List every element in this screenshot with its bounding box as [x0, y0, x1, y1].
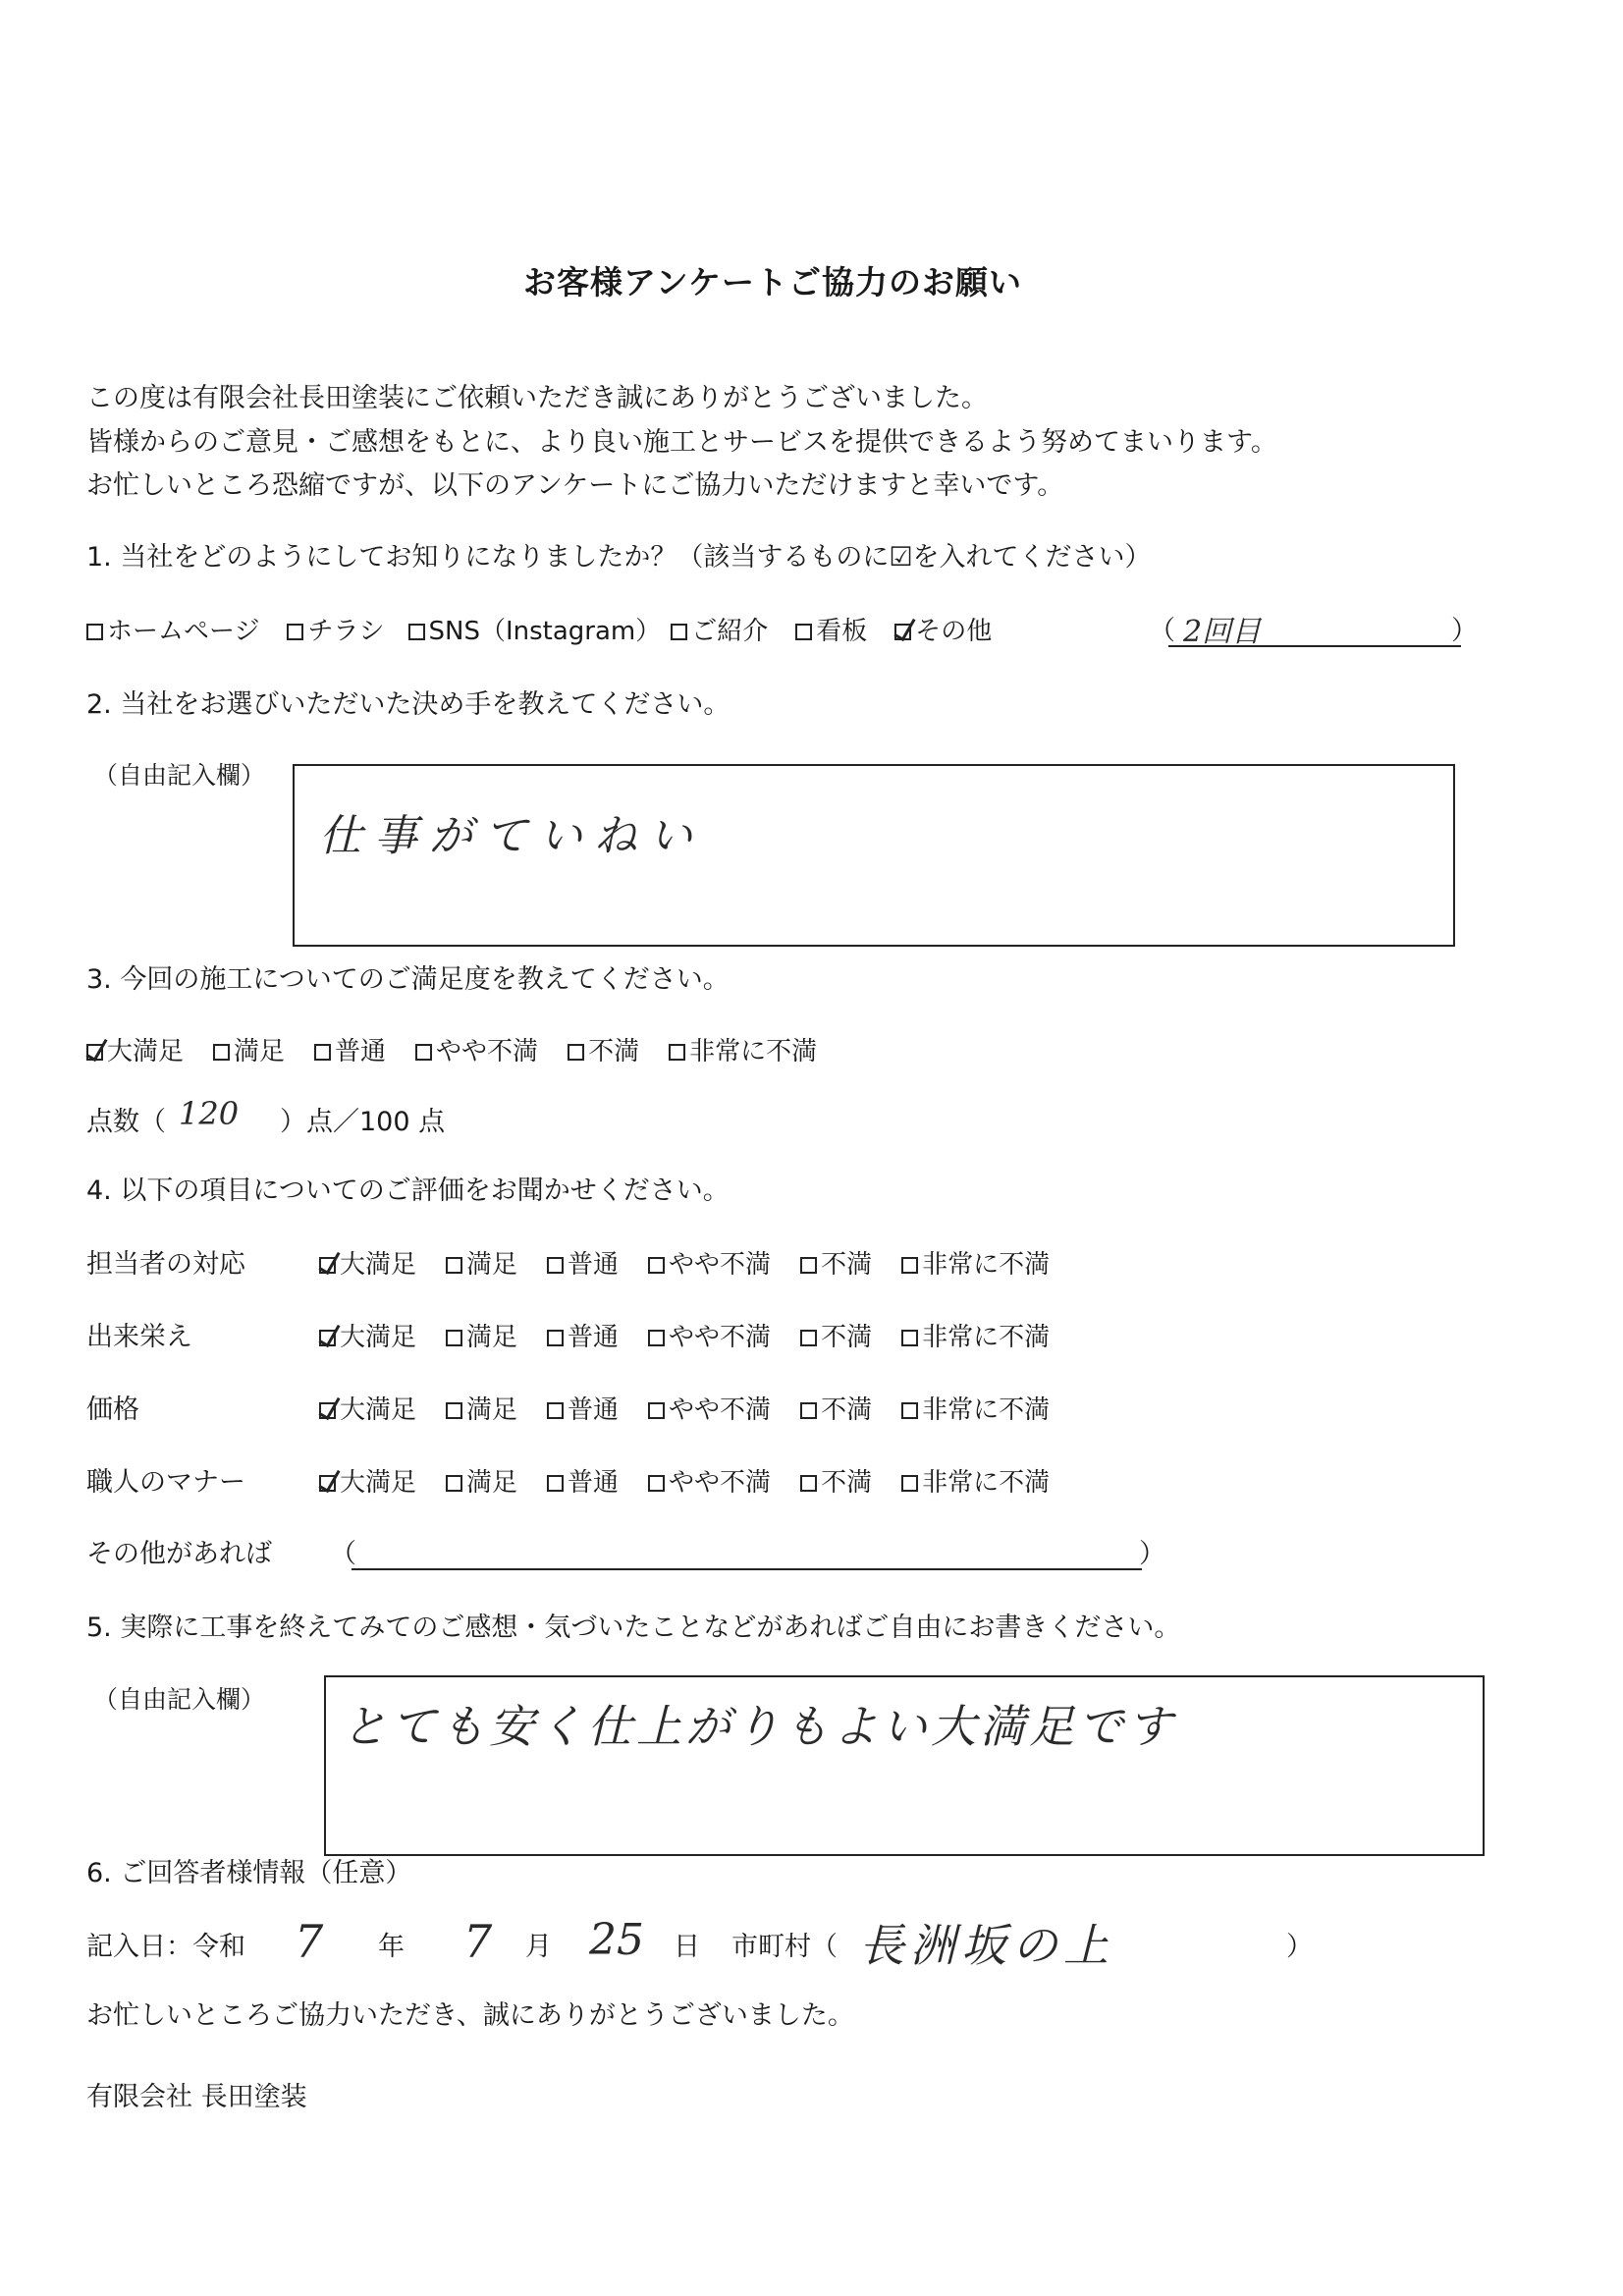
checkbox-icon[interactable]: [800, 1475, 817, 1492]
q4-row4-option-3[interactable]: 普通: [547, 1465, 619, 1501]
date-year[interactable]: 7: [295, 1915, 324, 1968]
q1-other-paren-close: ）: [1451, 616, 1478, 646]
date-day-unit: 日: [674, 1932, 700, 1962]
q1-other-paren-open: （: [1149, 616, 1175, 646]
q2-free-label: （自由記入欄）: [93, 761, 266, 790]
q4-row-options: [319, 1465, 1050, 1501]
q1-option-sns[interactable]: SNS（Instagram）: [408, 614, 662, 649]
checkbox-icon[interactable]: [547, 1402, 564, 1419]
checkbox-checked-icon[interactable]: [86, 1044, 103, 1061]
checkbox-checked-icon[interactable]: [319, 1402, 336, 1419]
checkbox-icon[interactable]: [446, 1402, 462, 1419]
checkbox-icon[interactable]: [314, 1044, 331, 1061]
checkbox-icon[interactable]: [901, 1330, 918, 1346]
q3-option-6[interactable]: 非常に不満: [669, 1034, 817, 1069]
q4-row-options: [319, 1320, 1050, 1355]
q4-row-item: 職人のマナー: [86, 1467, 245, 1498]
q2-answer: 仕事がていねい: [319, 811, 704, 861]
intro-line-1: この度は有限会社長田塗装にご依頼いただき誠にありがとうございました。: [86, 383, 988, 413]
q4-row1-option-6[interactable]: 非常に不満: [901, 1247, 1050, 1283]
checkbox-icon[interactable]: [446, 1475, 462, 1492]
q4-row1-option-1[interactable]: 大満足: [319, 1247, 416, 1283]
q2-label: 2. 当社をお選びいただいた決め手を教えてください。: [86, 689, 730, 720]
checkbox-icon[interactable]: [671, 624, 687, 640]
q4-row3-option-6[interactable]: 非常に不満: [901, 1393, 1050, 1428]
q3-option-2[interactable]: 満足: [213, 1034, 285, 1069]
q4-row1-option-2[interactable]: 満足: [446, 1247, 517, 1283]
q3-label: 3. 今回の施工についてのご満足度を教えてください。: [86, 964, 730, 995]
company-name: 有限会社 長田塗装: [86, 2082, 307, 2112]
checkbox-icon[interactable]: [415, 1044, 432, 1061]
score-prefix: 点数（: [86, 1107, 166, 1137]
date-label: 記入日：令和: [86, 1932, 245, 1962]
q3-option-5[interactable]: 不満: [568, 1034, 639, 1069]
q5-answer: とても安く仕上がりもよい大満足です: [342, 1700, 1176, 1753]
q4-row4-option-2[interactable]: 満足: [446, 1465, 517, 1501]
page-title: お客様アンケートご協力のお願い: [523, 263, 1023, 301]
q4-row3-option-2[interactable]: 満足: [446, 1393, 517, 1428]
date-month[interactable]: 7: [463, 1915, 493, 1968]
q3-options: [86, 1034, 817, 1069]
intro-line-3: お忙しいところ恐縮ですが、以下のアンケートにご協力いただけますと幸いです。: [86, 470, 1064, 501]
q4-row2-option-1[interactable]: 大満足: [319, 1320, 416, 1355]
city-value[interactable]: 長洲坂の上: [859, 1919, 1114, 1972]
city-label: 市町村（: [731, 1932, 838, 1962]
checkbox-checked-icon[interactable]: [319, 1330, 336, 1346]
closing-message: お忙しいところご協力いただき、誠にありがとうございました。: [86, 2000, 854, 2031]
checkbox-checked-icon[interactable]: [894, 624, 911, 640]
checkbox-icon[interactable]: [446, 1257, 462, 1274]
checkbox-icon[interactable]: [648, 1257, 665, 1274]
q4-row3-option-1[interactable]: 大満足: [319, 1393, 416, 1428]
checkbox-checked-icon[interactable]: [319, 1257, 336, 1274]
q1-option-homepage[interactable]: ホームページ: [86, 614, 259, 649]
checkbox-icon[interactable]: [446, 1330, 462, 1346]
q1-option-signboard[interactable]: 看板: [795, 614, 867, 649]
date-year-unit: 年: [378, 1932, 405, 1962]
checkbox-icon[interactable]: [287, 624, 303, 640]
q1-label: 1. 当社をどのようにしてお知りになりましたか？（該当するものに☑を入れてください）: [86, 542, 1152, 573]
q4-row-options: [319, 1393, 1050, 1428]
intro-line-2: 皆様からのご意見・ご感想をもとに、より良い施工とサービスを提供できるよう努めてまいります。: [86, 427, 1277, 458]
checkbox-icon[interactable]: [547, 1475, 564, 1492]
q5-free-label: （自由記入欄）: [93, 1685, 266, 1714]
checkbox-icon[interactable]: [669, 1044, 685, 1061]
q4-row2-option-2[interactable]: 満足: [446, 1320, 517, 1355]
checkbox-icon[interactable]: [800, 1330, 817, 1346]
checkbox-icon[interactable]: [648, 1402, 665, 1419]
checkbox-icon[interactable]: [800, 1402, 817, 1419]
q4-other-paren-open: （: [330, 1539, 356, 1569]
q4-row3-option-5[interactable]: 不満: [800, 1393, 872, 1428]
checkbox-icon[interactable]: [547, 1330, 564, 1346]
q6-label: 6. ご回答者様情報（任意）: [86, 1858, 412, 1888]
q4-row1-option-4[interactable]: やや不満: [648, 1247, 771, 1283]
checkbox-icon[interactable]: [901, 1257, 918, 1274]
q1-options: [86, 614, 992, 649]
checkbox-icon[interactable]: [648, 1475, 665, 1492]
q4-row-options: [319, 1247, 1050, 1283]
checkbox-icon[interactable]: [901, 1402, 918, 1419]
q4-row2-option-4[interactable]: やや不満: [648, 1320, 771, 1355]
q1-option-flyer[interactable]: チラシ: [287, 614, 384, 649]
q4-label: 4. 以下の項目についてのご評価をお聞かせください。: [86, 1175, 730, 1206]
checkbox-icon[interactable]: [648, 1330, 665, 1346]
date-month-unit: 月: [525, 1932, 552, 1962]
city-close: ）: [1286, 1932, 1313, 1962]
q4-row2-option-3[interactable]: 普通: [547, 1320, 619, 1355]
checkbox-icon[interactable]: [408, 624, 425, 640]
checkbox-icon[interactable]: [901, 1475, 918, 1492]
q4-row1-option-3[interactable]: 普通: [547, 1247, 619, 1283]
q4-other-label: その他があれば: [86, 1539, 272, 1569]
checkbox-icon[interactable]: [800, 1257, 817, 1274]
q3-option-1[interactable]: 大満足: [86, 1034, 184, 1069]
q4-row3-option-3[interactable]: 普通: [547, 1393, 619, 1428]
q4-row-item: 出来栄え: [86, 1322, 192, 1352]
q4-row4-option-4[interactable]: やや不満: [648, 1465, 771, 1501]
q4-row2-option-6[interactable]: 非常に不満: [901, 1320, 1050, 1355]
q1-option-other[interactable]: その他: [894, 614, 992, 649]
q4-other-paren-close: ）: [1139, 1539, 1165, 1569]
q4-row-item: 価格: [86, 1394, 139, 1425]
q4-row-item: 担当者の対応: [86, 1249, 245, 1280]
checkbox-icon[interactable]: [547, 1257, 564, 1274]
checkbox-checked-icon[interactable]: [319, 1475, 336, 1492]
q1-other-answer[interactable]: 2回目: [1183, 615, 1262, 649]
q4-row2-option-5[interactable]: 不満: [800, 1320, 872, 1355]
q5-label: 5. 実際に工事を終えてみてのご感想・気づいたことなどがあればご自由にお書きください。: [86, 1613, 1181, 1643]
q4-row3-option-4[interactable]: やや不満: [648, 1393, 771, 1428]
q4-row4-option-6[interactable]: 非常に不満: [901, 1465, 1050, 1501]
score-suffix: ）点／100 点: [280, 1107, 446, 1137]
checkbox-icon[interactable]: [86, 624, 103, 640]
q4-other-line[interactable]: [352, 1568, 1142, 1570]
checkbox-icon[interactable]: [568, 1044, 584, 1061]
checkbox-icon[interactable]: [213, 1044, 230, 1061]
q1-option-referral[interactable]: ご紹介: [671, 614, 768, 649]
date-day[interactable]: 25: [589, 1915, 644, 1965]
checkbox-icon[interactable]: [795, 624, 812, 640]
q3-option-3[interactable]: 普通: [314, 1034, 386, 1069]
q4-row4-option-5[interactable]: 不満: [800, 1465, 872, 1501]
q4-row1-option-5[interactable]: 不満: [800, 1247, 872, 1283]
q3-option-4[interactable]: やや不満: [415, 1034, 538, 1069]
q4-row4-option-1[interactable]: 大満足: [319, 1465, 416, 1501]
score-value[interactable]: 120: [179, 1095, 240, 1132]
